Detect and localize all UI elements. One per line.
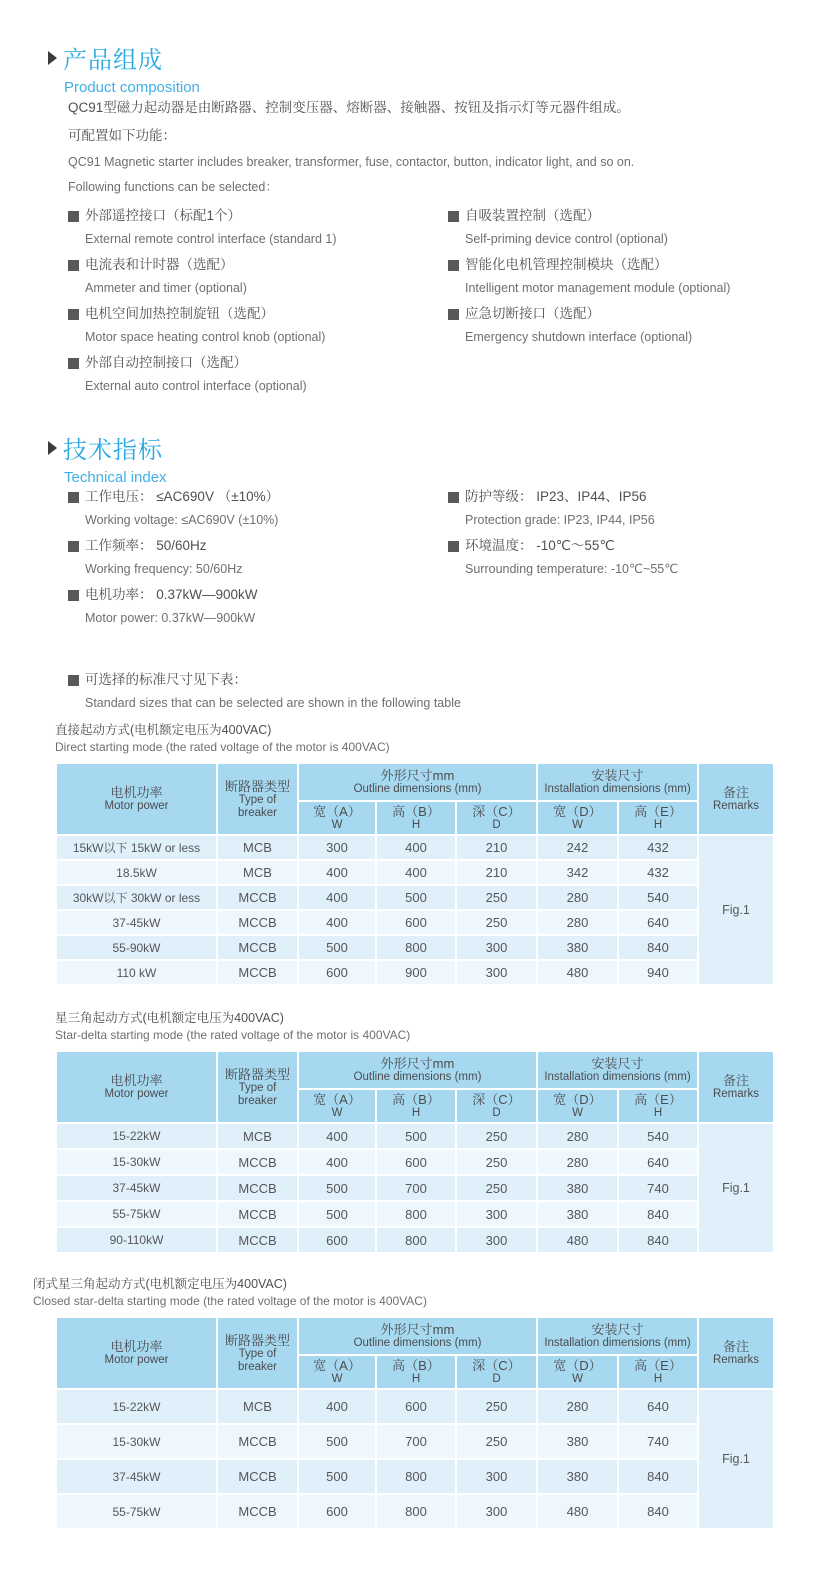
table-cell: 400 [298,1149,376,1175]
spec-en: Surrounding temperature: -10℃~55℃ [465,562,679,576]
sub-header-dimension: 深（C） D [456,1089,537,1123]
spec-en: Protection grade: IP23, IP44, IP56 [465,513,655,527]
col-header-motor-power: 电机功率 Motor power [56,763,217,835]
table-cell: 540 [618,885,698,910]
table-cell: 210 [456,860,537,885]
spec-cn: 工作电压： ≤AC690V （±10%） [85,489,280,504]
table-title-cn: 直接起动方式(电机额定电压为400VAC) [55,723,272,737]
bullet-square-icon [68,309,79,320]
table-row [56,1494,774,1529]
table-row [56,835,774,860]
table-cell: 400 [298,860,376,885]
feature-cn: 电机空间加热控制旋钮（选配） [85,306,274,321]
bullet-square-icon [68,358,79,369]
triangle-marker-icon [48,441,57,455]
remark-cell: Fig.1 [698,1123,774,1253]
table-cell: 600 [298,1227,376,1253]
table-cell: 300 [456,960,537,985]
table-cell: 30kW以下 30kW or less [56,885,217,910]
intro-paragraphs [68,98,788,197]
bullet-square-icon [68,260,79,271]
feature-cn: 应急切断接口（选配） [465,306,600,321]
standard-sizes-note [68,670,688,712]
table-cell: 15-30kW [56,1424,217,1459]
table-cell: 300 [298,835,376,860]
dimensions-table-star-delta [55,1050,775,1254]
table-section-direct-starting [55,722,775,986]
table-cell: 37-45kW [56,1459,217,1494]
table-cell: 15kW以下 15kW or less [56,835,217,860]
table-cell: 300 [456,1459,537,1494]
feature-en: External remote control interface (standard 1) [85,232,337,246]
feature-cn: 外部自动控制接口（选配） [85,355,247,370]
table-cell: 800 [376,1494,456,1529]
table-cell: MCCB [217,960,298,985]
table-cell: MCCB [217,935,298,960]
table-cell: 55-75kW [56,1494,217,1529]
feature-item [448,255,820,297]
table-cell: 15-22kW [56,1389,217,1424]
table-cell: 840 [618,1201,698,1227]
bullet-square-icon [68,211,79,222]
sub-header-dimension: 高（B） H [376,801,456,835]
sub-header-dimension: 高（B） H [376,1089,456,1123]
table-cell: 250 [456,1175,537,1201]
intro-line: Following functions can be selected： [68,180,278,194]
col-header-motor-power: 电机功率 Motor power [56,1051,217,1123]
sub-header-dimension: 宽（A） W [298,1089,376,1123]
table-row [56,1227,774,1253]
bullet-square-icon [448,260,459,271]
table-cell: 600 [376,910,456,935]
spec-en: Motor power: 0.37kW—900kW [85,611,256,625]
bullet-square-icon [448,492,459,503]
section-header-technical-index [48,430,167,486]
tech-spec-list-right [448,487,820,585]
table-cell: 37-45kW [56,910,217,935]
table-cell: MCCB [217,1459,298,1494]
table-row [56,960,774,985]
section-title-cn: 产品组成 [63,47,163,74]
table-cell: 250 [456,910,537,935]
table-cell: 300 [456,1201,537,1227]
feature-en: Intelligent motor management module (optional) [465,281,731,295]
table-row [56,910,774,935]
sub-header-dimension: 高（E） H [618,801,698,835]
table-cell: 242 [537,835,618,860]
table-section-star-delta [55,1010,775,1254]
table-title-cn: 闭式星三角起动方式(电机额定电压为400VAC) [33,1277,287,1291]
table-cell: 400 [298,1123,376,1149]
bullet-square-icon [448,211,459,222]
table-cell: 740 [618,1175,698,1201]
table-cell: 300 [456,935,537,960]
feature-item [68,206,440,248]
table-cell: 280 [537,1149,618,1175]
col-header-breaker-type: 断路器类型 Type of breaker [217,763,298,835]
table-cell: 90-110kW [56,1227,217,1253]
table-cell: 600 [298,960,376,985]
section-title-en: Product composition [64,79,200,96]
col-header-remarks: 备注 Remarks [698,1051,774,1123]
table-cell: 500 [298,1459,376,1494]
table-cell: 400 [376,860,456,885]
table-cell: 380 [537,935,618,960]
remark-cell: Fig.1 [698,1389,774,1529]
feature-item [68,255,440,297]
group-header-installation-dimensions: 安装尺寸 Installation dimensions (mm) [537,1051,698,1089]
feature-item [448,206,820,248]
table-cell: 250 [456,1389,537,1424]
group-header-installation-dimensions: 安装尺寸 Installation dimensions (mm) [537,1317,698,1355]
table-cell: 250 [456,1123,537,1149]
table-cell: 500 [376,1123,456,1149]
table-cell: 400 [298,1389,376,1424]
table-cell: 480 [537,960,618,985]
bullet-square-icon [68,675,79,686]
table-row [56,935,774,960]
table-cell: 380 [537,1175,618,1201]
table-cell: 250 [456,1149,537,1175]
table-cell: 380 [537,1424,618,1459]
table-cell: MCCB [217,1424,298,1459]
group-header-outline-dimensions: 外形尺寸mm Outline dimensions (mm) [298,763,537,801]
sub-header-dimension: 高（E） H [618,1089,698,1123]
table-cell: MCCB [217,910,298,935]
table-row [56,1201,774,1227]
table-cell: 800 [376,1227,456,1253]
feature-cn: 电流表和计时器（选配） [85,257,234,272]
table-cell: 280 [537,1389,618,1424]
table-cell: 500 [298,1424,376,1459]
table-cell: 500 [376,885,456,910]
table-cell: 18.5kW [56,860,217,885]
feature-item [448,304,820,346]
table-row [56,860,774,885]
feature-list-right [448,206,820,353]
table-cell: 280 [537,910,618,935]
table-title-en: Star-delta starting mode (the rated voltage of the motor is 400VAC) [55,1028,411,1042]
sub-header-dimension: 宽（D） W [537,801,618,835]
table-cell: MCB [217,1123,298,1149]
table-cell: 432 [618,835,698,860]
table-title-en: Direct starting mode (the rated voltage of the motor is 400VAC) [55,740,390,754]
table-cell: MCCB [217,1494,298,1529]
table-cell: 110 kW [56,960,217,985]
tech-spec-item [448,536,820,578]
table-row [56,1175,774,1201]
table-cell: 250 [456,1424,537,1459]
bullet-square-icon [68,541,79,552]
col-header-remarks: 备注 Remarks [698,763,774,835]
table-cell: 300 [456,1227,537,1253]
table-row [56,1389,774,1424]
table-row [56,1123,774,1149]
feature-en: External auto control interface (optional) [85,379,307,393]
feature-item [68,304,440,346]
table-cell: 55-75kW [56,1201,217,1227]
table-cell: 300 [456,1494,537,1529]
intro-line: QC91型磁力起动器是由断路器、控制变压器、熔断器、接触器、按钮及指示灯等元器件组成。 [68,100,630,115]
table-cell: MCB [217,835,298,860]
table-cell: 700 [376,1424,456,1459]
feature-cn: 自吸装置控制（选配） [465,208,600,223]
table-cell: 840 [618,1459,698,1494]
spec-cn: 环境温度： -10℃～55℃ [465,538,615,553]
table-cell: 500 [298,1175,376,1201]
table-cell: 500 [298,1201,376,1227]
table-cell: 640 [618,910,698,935]
intro-line: 可配置如下功能： [68,128,176,143]
bullet-square-icon [448,309,459,320]
table-cell: 380 [537,1459,618,1494]
table-cell: 250 [456,885,537,910]
group-header-outline-dimensions: 外形尺寸mm Outline dimensions (mm) [298,1051,537,1089]
spec-en: Working frequency: 50/60Hz [85,562,243,576]
table-cell: 480 [537,1494,618,1529]
table-row [56,1149,774,1175]
sub-header-dimension: 高（E） H [618,1355,698,1389]
table-row [56,1424,774,1459]
feature-en: Motor space heating control knob (optional) [85,330,326,344]
table-cell: 37-45kW [56,1175,217,1201]
table-cell: MCB [217,860,298,885]
table-cell: 640 [618,1389,698,1424]
table-row [56,885,774,910]
table-row [56,1459,774,1494]
table-cell: MCCB [217,1227,298,1253]
spec-cn: 工作频率： 50/60Hz [85,538,207,553]
bullet-square-icon [68,492,79,503]
table-cell: 432 [618,860,698,885]
table-cell: 55-90kW [56,935,217,960]
col-header-breaker-type: 断路器类型 Type of breaker [217,1051,298,1123]
table-cell: 400 [298,885,376,910]
spec-cn: 防护等级： IP23、IP44、IP56 [465,489,647,504]
table-cell: 840 [618,935,698,960]
feature-en: Ammeter and timer (optional) [85,281,247,295]
group-header-installation-dimensions: 安装尺寸 Installation dimensions (mm) [537,763,698,801]
feature-cn: 外部遥控接口（标配1个） [85,208,242,223]
table-cell: 700 [376,1175,456,1201]
triangle-marker-icon [48,51,57,65]
table-cell: 380 [537,1201,618,1227]
table-title-cn: 星三角起动方式(电机额定电压为400VAC) [55,1011,284,1025]
table-cell: 600 [376,1389,456,1424]
table-cell: 900 [376,960,456,985]
sub-header-dimension: 深（C） D [456,1355,537,1389]
table-cell: 342 [537,860,618,885]
table-cell: 840 [618,1227,698,1253]
intro-line: QC91 Magnetic starter includes breaker, transformer, fuse, contactor, button, indicator light, and so on. [68,155,635,169]
table-cell: MCCB [217,1175,298,1201]
spec-en: Working voltage: ≤AC690V (±10%) [85,513,279,527]
table-title-en: Closed star-delta starting mode (the rated voltage of the motor is 400VAC) [33,1294,427,1308]
remark-cell: Fig.1 [698,835,774,985]
table-cell: 400 [376,835,456,860]
bullet-square-icon [68,590,79,601]
table-section-closed-star-delta [33,1276,775,1530]
tech-spec-item [68,536,440,578]
note-en: Standard sizes that can be selected are shown in the following table [85,696,461,710]
dimensions-table-closed-star-delta [55,1316,775,1530]
table-cell: 280 [537,1123,618,1149]
tech-spec-list-left [68,487,440,634]
table-cell: 600 [298,1494,376,1529]
col-header-breaker-type: 断路器类型 Type of breaker [217,1317,298,1389]
section-title-cn: 技术指标 [63,437,163,464]
sub-header-dimension: 宽（A） W [298,801,376,835]
table-cell: 800 [376,1459,456,1494]
feature-cn: 智能化电机管理控制模块（选配） [465,257,668,272]
table-cell: 15-22kW [56,1123,217,1149]
table-cell: 280 [537,885,618,910]
dimensions-table-direct [55,762,775,986]
sub-header-dimension: 深（C） D [456,801,537,835]
feature-list-left [68,206,440,402]
sub-header-dimension: 宽（D） W [537,1089,618,1123]
table-cell: 800 [376,1201,456,1227]
section-header-product-composition [48,40,200,96]
table-cell: 840 [618,1494,698,1529]
sub-header-dimension: 宽（D） W [537,1355,618,1389]
col-header-motor-power: 电机功率 Motor power [56,1317,217,1389]
table-cell: MCB [217,1389,298,1424]
feature-en: Emergency shutdown interface (optional) [465,330,693,344]
section-title-en: Technical index [64,469,167,486]
table-cell: MCCB [217,885,298,910]
table-cell: MCCB [217,1201,298,1227]
feature-en: Self-priming device control (optional) [465,232,668,246]
bullet-square-icon [448,541,459,552]
table-cell: 800 [376,935,456,960]
table-cell: 940 [618,960,698,985]
tech-spec-item [68,487,440,529]
table-cell: 15-30kW [56,1149,217,1175]
table-cell: 640 [618,1149,698,1175]
table-cell: 210 [456,835,537,860]
spec-cn: 电机功率： 0.37kW—900kW [85,587,258,602]
sub-header-dimension: 宽（A） W [298,1355,376,1389]
col-header-remarks: 备注 Remarks [698,1317,774,1389]
feature-item [68,353,440,395]
table-cell: 480 [537,1227,618,1253]
table-cell: 600 [376,1149,456,1175]
table-cell: 500 [298,935,376,960]
note-cn: 可选择的标准尺寸见下表： [85,672,247,687]
group-header-outline-dimensions: 外形尺寸mm Outline dimensions (mm) [298,1317,537,1355]
table-cell: 540 [618,1123,698,1149]
table-cell: 400 [298,910,376,935]
tech-spec-item [68,585,440,627]
tech-spec-item [448,487,820,529]
sub-header-dimension: 高（B） H [376,1355,456,1389]
table-cell: 740 [618,1424,698,1459]
table-cell: MCCB [217,1149,298,1175]
